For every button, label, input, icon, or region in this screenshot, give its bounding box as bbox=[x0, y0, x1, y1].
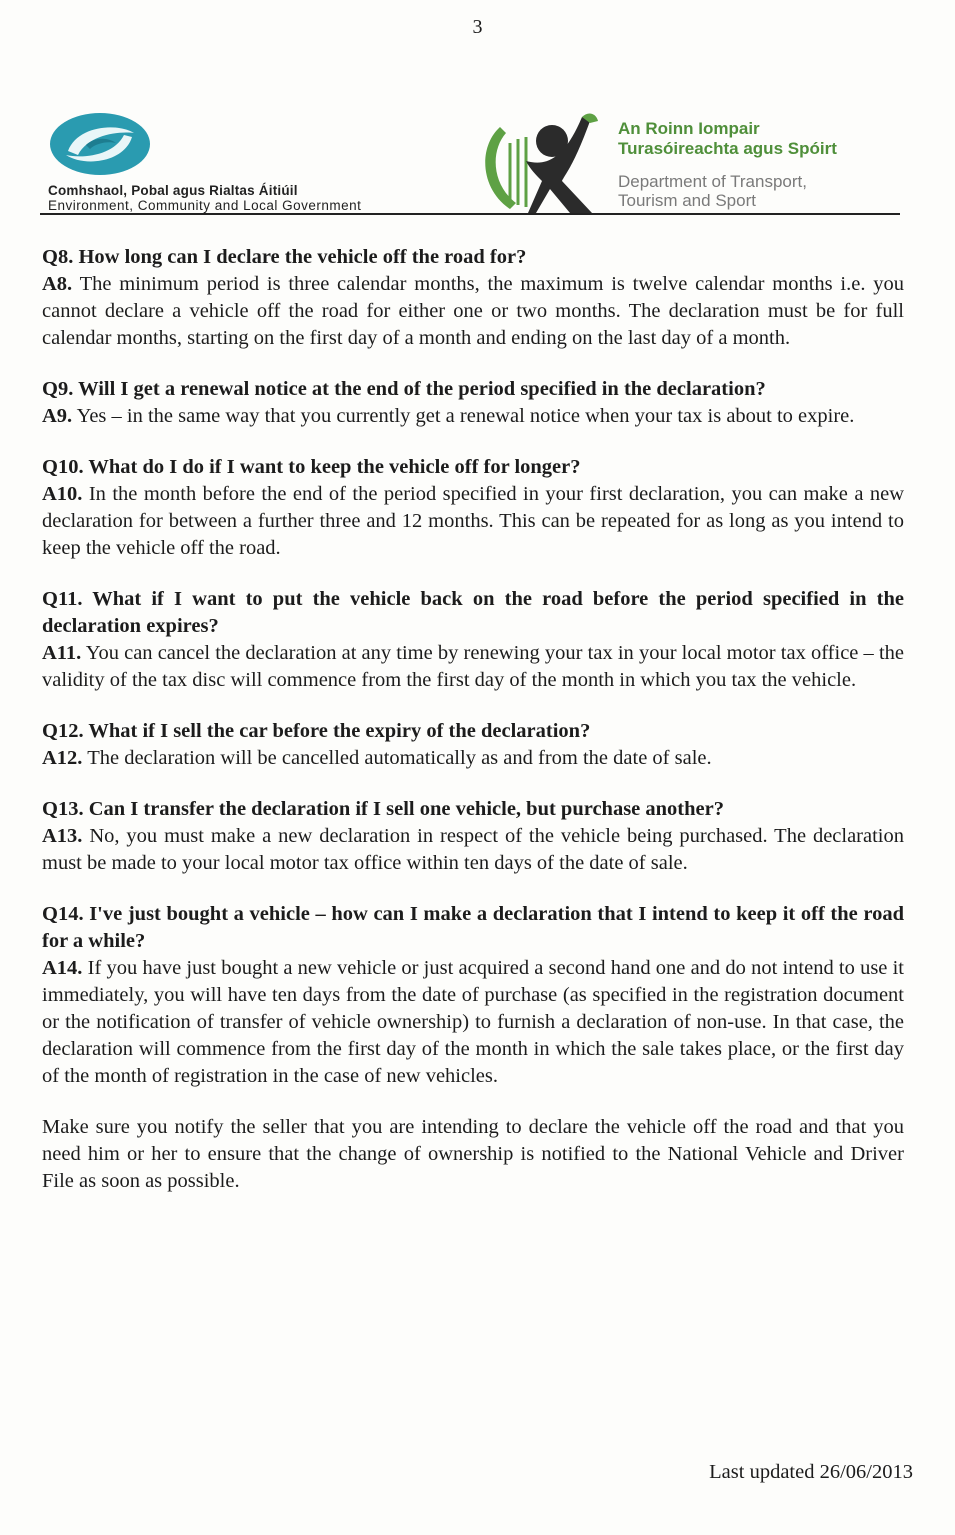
question: Q10. What do I do if I want to keep the vehicle off for longer? bbox=[42, 456, 581, 478]
faq-item-q12 bbox=[42, 718, 904, 772]
header-divider bbox=[40, 213, 900, 215]
faq-item-q13 bbox=[42, 796, 904, 877]
answer: A9. Yes – in the same way that you currently get a renewal notice when your tax is about to expire. bbox=[42, 405, 855, 427]
right-department-name bbox=[618, 119, 837, 210]
left-department-irish: Comhshaol, Pobal agus Rialtas Áitiúil bbox=[48, 183, 298, 198]
question: Q14. I've just bought a vehicle – how can I make a declaration that I intend to keep it off the road for a while? bbox=[42, 903, 904, 952]
last-updated: Last updated 26/06/2013 bbox=[709, 1461, 913, 1483]
faq-item-q14 bbox=[42, 901, 904, 1090]
answer: A13. No, you must make a new declaration in respect of the vehicle being purchased. The declaration must be made to your local motor tax office within ten days of the date of sale. bbox=[42, 825, 904, 874]
left-department-english: Environment, Community and Local Government bbox=[48, 198, 362, 213]
answer: A10. In the month before the end of the period specified in your first declaration, you can make a new declaration for between a further three and 12 months. This can be repeated for as long as you intend to keep the vehicle off the road. bbox=[42, 483, 905, 559]
question: Q13. Can I transfer the declaration if I sell one vehicle, but purchase another? bbox=[42, 798, 724, 820]
question: Q8. How long can I declare the vehicle off the road for? bbox=[42, 246, 527, 268]
answer: A11. You can cancel the declaration at any time by renewing your tax in your local motor tax office – the validity of the tax disc will commence from the first day of the month in which you tax the vehicle. bbox=[42, 642, 904, 691]
right-department-english-line2: Tourism and Sport bbox=[618, 191, 756, 210]
answer: A12. The declaration will be cancelled automatically as and from the date of sale. bbox=[42, 747, 712, 769]
right-department-irish-line1: An Roinn Iompair bbox=[618, 119, 760, 138]
right-department-english-line1: Department of Transport, bbox=[618, 172, 807, 191]
right-department-english bbox=[618, 172, 837, 210]
faq-item-q9 bbox=[42, 376, 904, 430]
dtts-logo-icon bbox=[470, 109, 605, 213]
faq-content bbox=[42, 244, 904, 1195]
answer: A14. If you have just bought a new vehicle or just acquired a second hand one and do not intend to use it immediately, you will have ten days from the date of purchase (as specified in the registration document or the notification of transfer of vehicle ownership) to furnish a declaration of non-use. In that case, the declaration will commence from the first day of the month in which the sale takes place, or the first day of the month of registration in the case of new vehicles. bbox=[42, 957, 905, 1087]
faq-item-q11 bbox=[42, 586, 904, 694]
closing-note: Make sure you notify the seller that you are intending to declare the vehicle off the road and that you need him or her to ensure that the change of ownership is notified to the National Vehicle and Driver File as soon as possible. bbox=[42, 1116, 904, 1192]
question: Q9. Will I get a renewal notice at the end of the period specified in the declaration? bbox=[42, 378, 766, 400]
faq-item-q8 bbox=[42, 244, 904, 352]
question: Q11. What if I want to put the vehicle back on the road before the period specified in the declaration expires? bbox=[42, 588, 904, 637]
answer: A8. The minimum period is three calendar months, the maximum is twelve calendar months i.e. you cannot declare a vehicle off the road for either one or two months. The declaration must be for full calendar months, starting on the first day of a month and ending on the last day of a month. bbox=[42, 273, 904, 349]
faq-item-q10 bbox=[42, 454, 904, 562]
letterhead bbox=[40, 105, 900, 217]
left-department-name bbox=[48, 183, 361, 213]
decLG-logo-icon bbox=[48, 111, 152, 177]
right-department-irish-line2: Turasóireachta agus Spóirt bbox=[618, 139, 837, 158]
question: Q12. What if I sell the car before the expiry of the declaration? bbox=[42, 720, 591, 742]
page-number: 3 bbox=[472, 16, 483, 38]
